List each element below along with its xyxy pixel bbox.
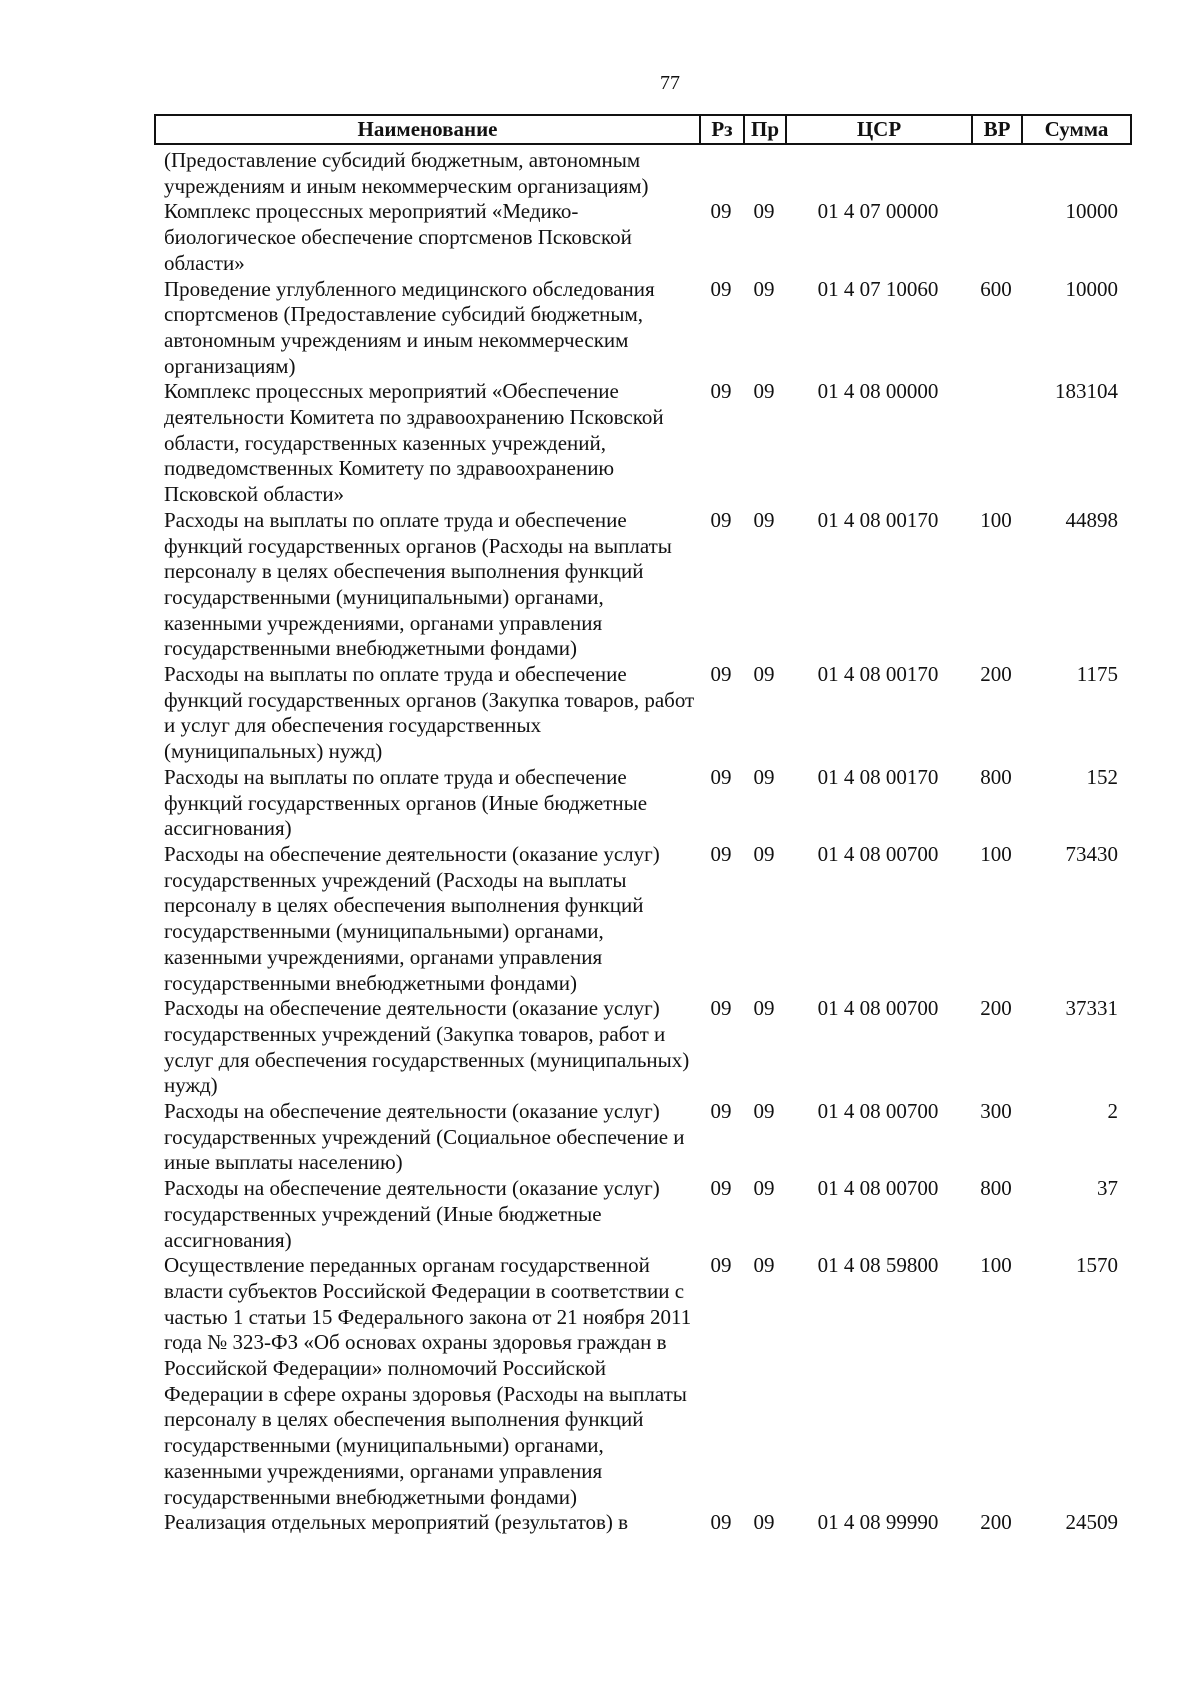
row-sum: 44898 <box>1065 507 1118 532</box>
row-name: Комплекс процессных мероприятий «Обеспечение деятельности Комитета по здравоохранению Псковской области, государственных казенных учреждений, подведомственных Комитету по здравоохранению Псковской области» <box>164 379 664 507</box>
row-sum: 24509 <box>1065 1510 1118 1535</box>
row-csr: 01 4 08 00170 <box>817 764 939 789</box>
table-row <box>154 662 1130 765</box>
row-sum: 183104 <box>1055 379 1118 404</box>
row-vr: 800 <box>980 1176 1012 1201</box>
header-name: Наименование <box>155 115 700 144</box>
header-sum: Сумма <box>1022 115 1131 144</box>
table-row <box>154 842 1130 996</box>
row-name: Проведение углубленного медицинского обследования спортсменов (Предоставление субсидий бюджетным, автономным учреждениям и иным некоммерческим организациям) <box>164 276 655 378</box>
row-sum: 10000 <box>1065 199 1118 224</box>
row-name: Расходы на выплаты по оплате труда и обеспечение функций государственных органов (Расходы на выплаты персоналу в целях обеспечения выполнения функций государственными (муниципальными) органами, казенными учреждениями, органами управления государственными внебюджетными фондами) <box>164 507 672 661</box>
row-csr: 01 4 08 00700 <box>817 841 939 866</box>
row-rz: 09 <box>710 507 732 532</box>
row-rz: 09 <box>710 1176 732 1201</box>
row-vr: 200 <box>980 662 1012 687</box>
row-vr: 100 <box>980 1253 1012 1278</box>
row-csr: 01 4 07 10060 <box>817 276 939 301</box>
row-rz: 09 <box>710 764 732 789</box>
row-csr: 01 4 08 00000 <box>817 379 939 404</box>
header-rz: Рз <box>700 115 744 144</box>
table-header <box>154 114 1132 145</box>
row-pr: 09 <box>753 1510 775 1535</box>
row-csr: 01 4 08 00170 <box>817 662 939 687</box>
row-sum: 152 <box>1086 764 1118 789</box>
row-vr: 200 <box>980 996 1012 1021</box>
row-rz: 09 <box>710 1099 732 1124</box>
row-name: Реализация отдельных мероприятий (результатов) в <box>164 1510 629 1535</box>
row-sum: 2 <box>1107 1099 1118 1124</box>
row-name: Осуществление переданных органам государственной власти субъектов Российской Федерации в соответствии с частью 1 статьи 15 Федерального закона от 21 ноября 2011 года № 323-ФЗ «Об основах охраны здоровья граждан в Российской Федерации» полномочий Российской Федерации в сфере охраны здоровья (Расходы на выплаты персоналу в целях обеспечения выполнения функций государственными (муниципальными) органами, казенными учреждениями, органами управления государственными внебюджетными фондами) <box>164 1253 692 1509</box>
row-rz: 09 <box>710 996 732 1021</box>
row-sum: 1570 <box>1076 1253 1118 1278</box>
row-csr: 01 4 08 00700 <box>817 996 939 1021</box>
table-row <box>154 379 1130 508</box>
row-pr: 09 <box>753 1253 775 1278</box>
table-row <box>154 765 1130 842</box>
row-csr: 01 4 08 99990 <box>817 1510 939 1535</box>
row-pr <box>743 148 785 199</box>
row-csr: 01 4 08 00700 <box>817 1099 939 1124</box>
row-pr: 09 <box>753 507 775 532</box>
table-row <box>154 199 1130 276</box>
row-rz: 09 <box>710 276 732 301</box>
row-rz: 09 <box>710 1510 732 1535</box>
row-pr: 09 <box>753 841 775 866</box>
row-pr: 09 <box>753 199 775 224</box>
row-vr: 800 <box>980 764 1012 789</box>
row-vr <box>971 148 1021 199</box>
row-vr: 600 <box>980 276 1012 301</box>
budget-table <box>154 148 1130 1536</box>
table-row <box>154 1099 1130 1176</box>
row-pr: 09 <box>753 1176 775 1201</box>
row-vr: 300 <box>980 1099 1012 1124</box>
row-pr: 09 <box>753 662 775 687</box>
row-pr: 09 <box>753 764 775 789</box>
row-name: Комплекс процессных мероприятий «Медико-биологическое обеспечение спортсменов Псковской области» <box>164 199 632 275</box>
table-row <box>154 1176 1130 1253</box>
row-name: Расходы на обеспечение деятельности (оказание услуг) государственных учреждений (Иные бюджетные ассигнования) <box>164 1176 660 1252</box>
header-row <box>155 115 1131 144</box>
page-number: 77 <box>660 72 680 94</box>
row-name: Расходы на выплаты по оплате труда и обеспечение функций государственных органов (Закупка товаров, работ и услуг для обеспечения государственных (муниципальных) нужд) <box>164 662 695 764</box>
row-rz: 09 <box>710 841 732 866</box>
table-row <box>154 508 1130 662</box>
row-vr: 100 <box>980 507 1012 532</box>
row-rz: 09 <box>710 1253 732 1278</box>
row-pr: 09 <box>753 276 775 301</box>
table-row <box>154 996 1130 1099</box>
table-row <box>154 277 1130 380</box>
row-csr: 01 4 08 59800 <box>817 1253 939 1278</box>
row-sum: 73430 <box>1065 841 1118 866</box>
row-sum <box>1021 148 1130 199</box>
row-name: (Предоставление субсидий бюджетным, автономным учреждениям и иным некоммерческим организациям) <box>164 148 649 198</box>
row-csr: 01 4 07 00000 <box>817 199 939 224</box>
table-row <box>154 1253 1130 1510</box>
row-sum: 10000 <box>1065 276 1118 301</box>
row-sum: 1175 <box>1076 662 1118 687</box>
row-name: Расходы на обеспечение деятельности (оказание услуг) государственных учреждений (Закупка товаров, работ и услуг для обеспечения государственных (муниципальных) нужд) <box>164 996 690 1098</box>
row-pr: 09 <box>753 996 775 1021</box>
row-rz: 09 <box>710 379 732 404</box>
row-rz: 09 <box>710 662 732 687</box>
row-name: Расходы на обеспечение деятельности (оказание услуг) государственных учреждений (Расходы на выплаты персоналу в целях обеспечения выполнения функций государственными (муниципальными) органами, казенными учреждениями, органами управления государственными внебюджетными фондами) <box>164 841 660 995</box>
row-vr <box>971 379 1021 508</box>
row-csr <box>785 148 971 199</box>
row-vr: 100 <box>980 841 1012 866</box>
row-vr <box>971 199 1021 276</box>
table-row <box>154 148 1130 199</box>
row-csr: 01 4 08 00170 <box>817 507 939 532</box>
header-vr: ВР <box>972 115 1022 144</box>
row-name: Расходы на выплаты по оплате труда и обеспечение функций государственных органов (Иные бюджетные ассигнования) <box>164 764 648 841</box>
row-sum: 37331 <box>1065 996 1118 1021</box>
header-pr: Пр <box>744 115 786 144</box>
row-pr: 09 <box>753 1099 775 1124</box>
row-rz <box>699 148 743 199</box>
header-csr: ЦСР <box>786 115 972 144</box>
row-csr: 01 4 08 00700 <box>817 1176 939 1201</box>
row-name: Расходы на обеспечение деятельности (оказание услуг) государственных учреждений (Социальное обеспечение и иные выплаты населению) <box>164 1099 685 1175</box>
row-pr: 09 <box>753 379 775 404</box>
table-row <box>154 1510 1130 1536</box>
budget-table-body <box>154 148 1130 1536</box>
row-vr: 200 <box>980 1510 1012 1535</box>
row-rz: 09 <box>710 199 732 224</box>
row-sum: 37 <box>1097 1176 1118 1201</box>
